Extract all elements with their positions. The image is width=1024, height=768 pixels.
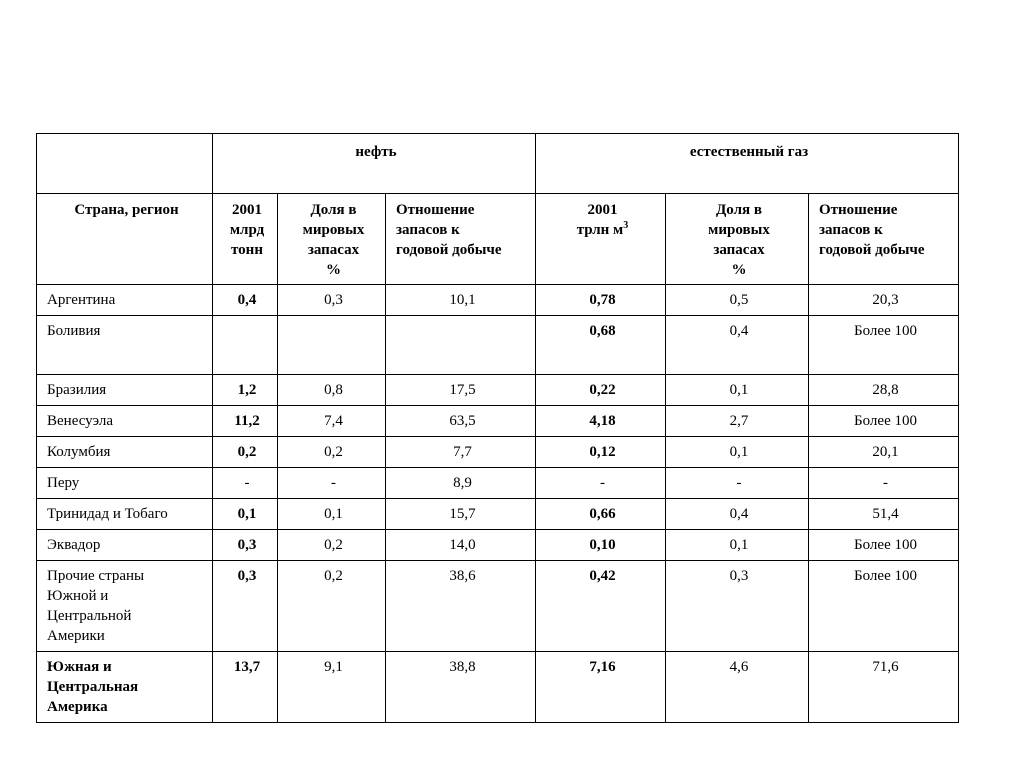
oil-ratio-cell: 38,6 <box>386 561 536 652</box>
header-line: млрд <box>229 222 265 238</box>
gas-share-cell: 0,4 <box>666 499 809 530</box>
oil-share-cell: 0,2 <box>278 561 386 652</box>
oil-2001-cell: 0,1 <box>213 499 278 530</box>
oil-ratio-cell: 17,5 <box>386 375 536 406</box>
country-cell: Колумбия <box>37 437 213 468</box>
header-line: Доля в <box>310 202 357 218</box>
header-line: годовой добыче <box>396 242 502 258</box>
gas-2001-cell: 0,78 <box>536 285 666 316</box>
column-header-row <box>37 194 959 285</box>
gas-ratio-cell: 20,1 <box>809 437 959 468</box>
table-row <box>37 499 959 530</box>
gas-ratio-column-header <box>809 194 959 285</box>
oil-ratio-cell <box>386 316 536 375</box>
oil-2001-column-header <box>213 194 278 285</box>
oil-ratio-cell: 14,0 <box>386 530 536 561</box>
gas-group-header: естественный газ <box>536 134 959 194</box>
table-row <box>37 406 959 437</box>
gas-ratio-cell: 28,8 <box>809 375 959 406</box>
total-row <box>37 652 959 723</box>
oil-share-cell: 7,4 <box>278 406 386 437</box>
gas-ratio-cell: Более 100 <box>809 406 959 437</box>
country-cell <box>37 652 213 723</box>
oil-share-cell: 0,2 <box>278 530 386 561</box>
header-line: запасов к <box>396 222 460 238</box>
gas-share-cell: 0,1 <box>666 375 809 406</box>
country-column-header: Страна, регион <box>37 194 213 285</box>
table-row <box>37 561 959 652</box>
header-line: Отношение <box>819 202 898 218</box>
gas-2001-cell: 0,12 <box>536 437 666 468</box>
gas-2001-cell: 0,68 <box>536 316 666 375</box>
gas-share-cell: 2,7 <box>666 406 809 437</box>
country-line: Америки <box>47 628 105 644</box>
gas-share-cell: 0,5 <box>666 285 809 316</box>
gas-ratio-cell: Более 100 <box>809 530 959 561</box>
gas-share-cell: 0,4 <box>666 316 809 375</box>
oil-2001-cell: 0,3 <box>213 561 278 652</box>
gas-2001-cell: - <box>536 468 666 499</box>
oil-share-cell: 9,1 <box>278 652 386 723</box>
header-line: тонн <box>231 242 263 258</box>
country-line: Центральной <box>47 608 132 624</box>
gas-2001-cell: 0,22 <box>536 375 666 406</box>
header-line: мировых <box>708 222 770 238</box>
oil-2001-cell <box>213 316 278 375</box>
table-row <box>37 437 959 468</box>
gas-share-cell: 0,1 <box>666 437 809 468</box>
oil-2001-cell: 0,2 <box>213 437 278 468</box>
header-line: Отношение <box>396 202 475 218</box>
header-line: Доля в <box>715 202 762 218</box>
gas-share-cell: - <box>666 468 809 499</box>
table-row <box>37 468 959 499</box>
oil-2001-cell: 11,2 <box>213 406 278 437</box>
gas-ratio-cell: Более 100 <box>809 561 959 652</box>
country-cell: Бразилия <box>37 375 213 406</box>
country-line: Америка <box>47 699 108 715</box>
oil-ratio-cell: 38,8 <box>386 652 536 723</box>
gas-share-cell: 4,6 <box>666 652 809 723</box>
gas-share-cell: 0,3 <box>666 561 809 652</box>
gas-2001-cell: 4,18 <box>536 406 666 437</box>
gas-ratio-cell: Более 100 <box>809 316 959 375</box>
oil-2001-cell: 0,4 <box>213 285 278 316</box>
oil-2001-cell: - <box>213 468 278 499</box>
oil-share-cell: 0,1 <box>278 499 386 530</box>
gas-2001-cell: 0,42 <box>536 561 666 652</box>
header-line: % <box>326 262 341 278</box>
country-cell: Тринидад и Тобаго <box>37 499 213 530</box>
oil-share-column-header <box>278 194 386 285</box>
oil-ratio-cell: 15,7 <box>386 499 536 530</box>
group-header-row <box>37 134 959 194</box>
header-line: мировых <box>302 222 365 238</box>
oil-ratio-column-header <box>386 194 536 285</box>
empty-corner-cell <box>37 134 213 194</box>
oil-share-cell <box>278 316 386 375</box>
country-line: Центральная <box>47 679 139 695</box>
gas-ratio-cell: 20,3 <box>809 285 959 316</box>
header-line: 2001 <box>587 202 618 218</box>
gas-ratio-cell: - <box>809 468 959 499</box>
gas-ratio-cell: 51,4 <box>809 499 959 530</box>
country-cell: Перу <box>37 468 213 499</box>
header-line: 2001 <box>232 202 262 218</box>
country-line: Прочие страны <box>47 568 145 584</box>
oil-2001-cell: 0,3 <box>213 530 278 561</box>
oil-share-cell: - <box>278 468 386 499</box>
header-line: годовой добыче <box>819 242 925 258</box>
oil-2001-cell: 13,7 <box>213 652 278 723</box>
gas-2001-cell: 0,66 <box>536 499 666 530</box>
gas-ratio-cell: 71,6 <box>809 652 959 723</box>
oil-ratio-cell: 7,7 <box>386 437 536 468</box>
table-row <box>37 375 959 406</box>
gas-2001-column-header <box>536 194 666 285</box>
country-cell: Венесуэла <box>37 406 213 437</box>
gas-2001-cell: 7,16 <box>536 652 666 723</box>
header-line: % <box>731 262 747 278</box>
unit-superscript: 3 <box>623 220 629 231</box>
gas-share-cell: 0,1 <box>666 530 809 561</box>
header-line: запасах <box>307 242 360 258</box>
header-line: запасах <box>713 242 765 258</box>
table-row <box>37 285 959 316</box>
oil-ratio-cell: 63,5 <box>386 406 536 437</box>
header-line: запасов к <box>819 222 883 238</box>
table-row <box>37 316 959 375</box>
oil-2001-cell: 1,2 <box>213 375 278 406</box>
reserves-table <box>36 133 959 723</box>
country-line: Южной и <box>47 588 109 604</box>
oil-group-header: нефть <box>213 134 536 194</box>
oil-share-cell: 0,8 <box>278 375 386 406</box>
unit-text: трлн м <box>576 222 624 238</box>
oil-ratio-cell: 8,9 <box>386 468 536 499</box>
gas-2001-cell: 0,10 <box>536 530 666 561</box>
oil-share-cell: 0,3 <box>278 285 386 316</box>
country-cell: Эквадор <box>37 530 213 561</box>
header-line <box>546 220 659 240</box>
country-cell: Аргентина <box>37 285 213 316</box>
gas-share-column-header <box>666 194 809 285</box>
table-row <box>37 530 959 561</box>
oil-ratio-cell: 10,1 <box>386 285 536 316</box>
country-line: Южная и <box>47 659 112 675</box>
country-cell: Боливия <box>37 316 213 375</box>
oil-share-cell: 0,2 <box>278 437 386 468</box>
country-cell <box>37 561 213 652</box>
